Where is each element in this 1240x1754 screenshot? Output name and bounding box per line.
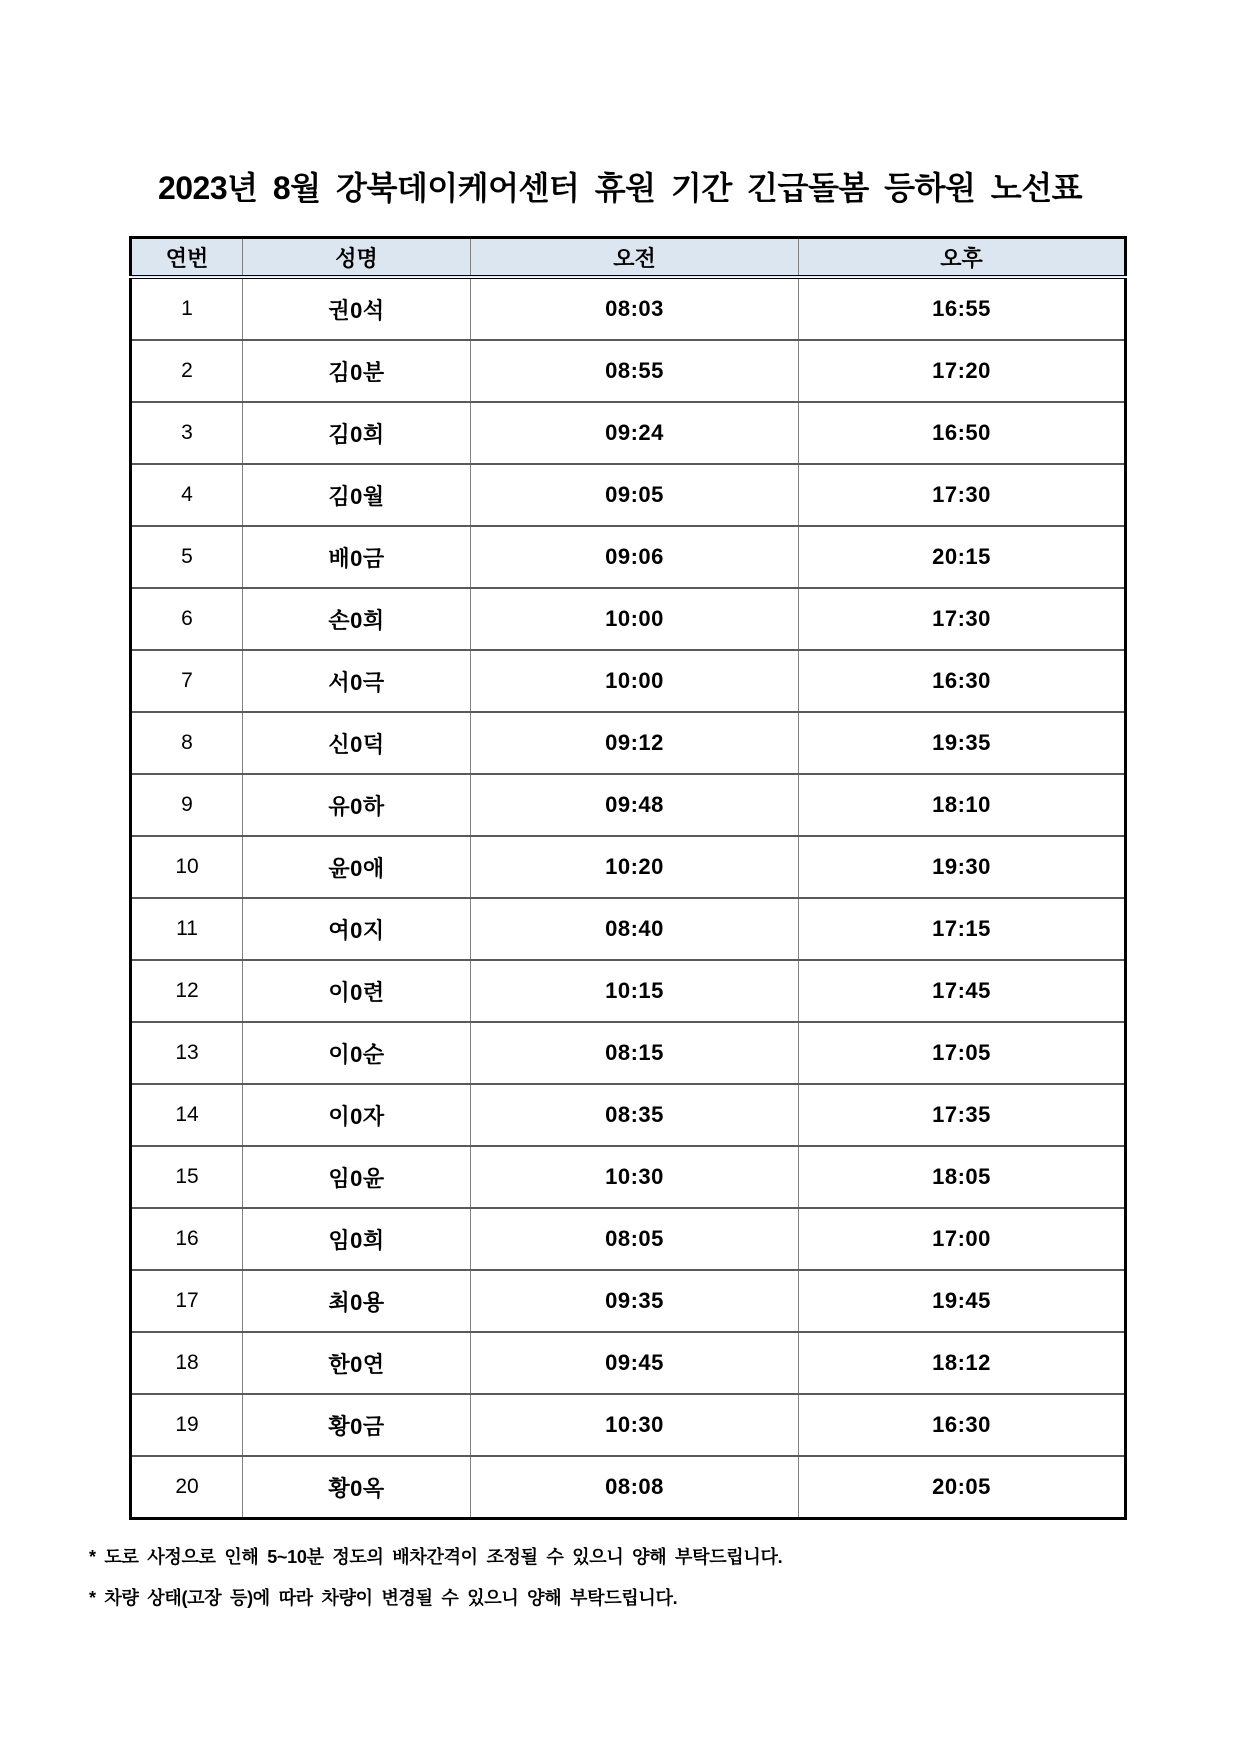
serial-cell: 7	[131, 650, 243, 712]
name-cell: 김0월	[243, 464, 471, 526]
table-row	[131, 898, 1126, 960]
am-time-cell: 09:24	[471, 402, 799, 464]
pm-time-cell: 16:50	[799, 402, 1126, 464]
serial-cell: 12	[131, 960, 243, 1022]
pm-time-cell: 19:35	[799, 712, 1126, 774]
name-cell: 김0분	[243, 340, 471, 402]
serial-cell: 14	[131, 1084, 243, 1146]
footnote-vehicle-status: * 차량 상태(고장 등)에 따라 차량이 변경될 수 있으니 양해 부탁드립니다.	[89, 1588, 678, 1608]
header-row	[131, 238, 1126, 278]
name-cell: 이0련	[243, 960, 471, 1022]
pm-time-cell: 18:05	[799, 1146, 1126, 1208]
pm-time-cell: 17:00	[799, 1208, 1126, 1270]
pm-time-cell: 17:05	[799, 1022, 1126, 1084]
table-row	[131, 712, 1126, 774]
table-row	[131, 1022, 1126, 1084]
serial-cell: 8	[131, 712, 243, 774]
serial-cell: 6	[131, 588, 243, 650]
name-cell: 이0순	[243, 1022, 471, 1084]
name-cell: 권0석	[243, 277, 471, 340]
col-header-pm: 오후	[799, 238, 1126, 278]
am-time-cell: 10:00	[471, 588, 799, 650]
name-cell: 여0지	[243, 898, 471, 960]
name-cell: 신0덕	[243, 712, 471, 774]
am-time-cell: 08:03	[471, 277, 799, 340]
serial-cell: 3	[131, 402, 243, 464]
am-time-cell: 08:15	[471, 1022, 799, 1084]
table-row	[131, 464, 1126, 526]
name-cell: 황0금	[243, 1394, 471, 1456]
table-row	[131, 650, 1126, 712]
serial-cell: 19	[131, 1394, 243, 1456]
table-row	[131, 774, 1126, 836]
table-row	[131, 1394, 1126, 1456]
serial-cell: 13	[131, 1022, 243, 1084]
am-time-cell: 09:05	[471, 464, 799, 526]
name-cell: 김0희	[243, 402, 471, 464]
am-time-cell: 08:35	[471, 1084, 799, 1146]
serial-cell: 9	[131, 774, 243, 836]
am-time-cell: 08:40	[471, 898, 799, 960]
table-row	[131, 1456, 1126, 1519]
am-time-cell: 10:30	[471, 1146, 799, 1208]
am-time-cell: 10:00	[471, 650, 799, 712]
pm-time-cell: 18:10	[799, 774, 1126, 836]
am-time-cell: 09:48	[471, 774, 799, 836]
pm-time-cell: 19:30	[799, 836, 1126, 898]
table-body	[131, 277, 1126, 1519]
pm-time-cell: 16:55	[799, 277, 1126, 340]
am-time-cell: 08:55	[471, 340, 799, 402]
pm-time-cell: 20:05	[799, 1456, 1126, 1519]
table-row	[131, 960, 1126, 1022]
name-cell: 임0윤	[243, 1146, 471, 1208]
am-time-cell: 09:35	[471, 1270, 799, 1332]
am-time-cell: 09:06	[471, 526, 799, 588]
pm-time-cell: 18:12	[799, 1332, 1126, 1394]
serial-cell: 18	[131, 1332, 243, 1394]
serial-cell: 10	[131, 836, 243, 898]
am-time-cell: 10:20	[471, 836, 799, 898]
name-cell: 윤0애	[243, 836, 471, 898]
name-cell: 이0자	[243, 1084, 471, 1146]
route-table	[129, 236, 1127, 1520]
serial-cell: 1	[131, 277, 243, 340]
table-row	[131, 340, 1126, 402]
page-title: 2023년 8월 강북데이케어센터 휴원 기간 긴급돌봄 등하원 노선표	[157, 170, 1083, 206]
name-cell: 황0옥	[243, 1456, 471, 1519]
name-cell: 유0하	[243, 774, 471, 836]
col-header-serial: 연번	[131, 238, 243, 278]
table-row	[131, 1270, 1126, 1332]
table-row	[131, 1332, 1126, 1394]
serial-cell: 4	[131, 464, 243, 526]
serial-cell: 11	[131, 898, 243, 960]
pm-time-cell: 17:35	[799, 1084, 1126, 1146]
am-time-cell: 10:30	[471, 1394, 799, 1456]
name-cell: 손0희	[243, 588, 471, 650]
table-row	[131, 402, 1126, 464]
pm-time-cell: 20:15	[799, 526, 1126, 588]
serial-cell: 5	[131, 526, 243, 588]
name-cell: 서0극	[243, 650, 471, 712]
serial-cell: 16	[131, 1208, 243, 1270]
pm-time-cell: 17:15	[799, 898, 1126, 960]
table-row	[131, 588, 1126, 650]
table-row	[131, 836, 1126, 898]
pm-time-cell: 17:45	[799, 960, 1126, 1022]
name-cell: 임0희	[243, 1208, 471, 1270]
name-cell: 한0연	[243, 1332, 471, 1394]
am-time-cell: 09:45	[471, 1332, 799, 1394]
serial-cell: 15	[131, 1146, 243, 1208]
table-row	[131, 1208, 1126, 1270]
footnotes	[89, 1543, 1169, 1625]
table-row	[131, 1084, 1126, 1146]
am-time-cell: 10:15	[471, 960, 799, 1022]
pm-time-cell: 17:30	[799, 588, 1126, 650]
pm-time-cell: 17:30	[799, 464, 1126, 526]
am-time-cell: 09:12	[471, 712, 799, 774]
pm-time-cell: 19:45	[799, 1270, 1126, 1332]
serial-cell: 20	[131, 1456, 243, 1519]
table-row	[131, 526, 1126, 588]
table-row	[131, 1146, 1126, 1208]
col-header-name: 성명	[243, 238, 471, 278]
table-row	[131, 277, 1126, 340]
footnote-road-conditions: * 도로 사정으로 인해 5~10분 정도의 배차간격이 조정될 수 있으니 양해 부탁드립니다.	[89, 1547, 783, 1567]
pm-time-cell: 16:30	[799, 650, 1126, 712]
name-cell: 최0용	[243, 1270, 471, 1332]
serial-cell: 2	[131, 340, 243, 402]
pm-time-cell: 16:30	[799, 1394, 1126, 1456]
name-cell: 배0금	[243, 526, 471, 588]
am-time-cell: 08:08	[471, 1456, 799, 1519]
col-header-am: 오전	[471, 238, 799, 278]
am-time-cell: 08:05	[471, 1208, 799, 1270]
serial-cell: 17	[131, 1270, 243, 1332]
pm-time-cell: 17:20	[799, 340, 1126, 402]
